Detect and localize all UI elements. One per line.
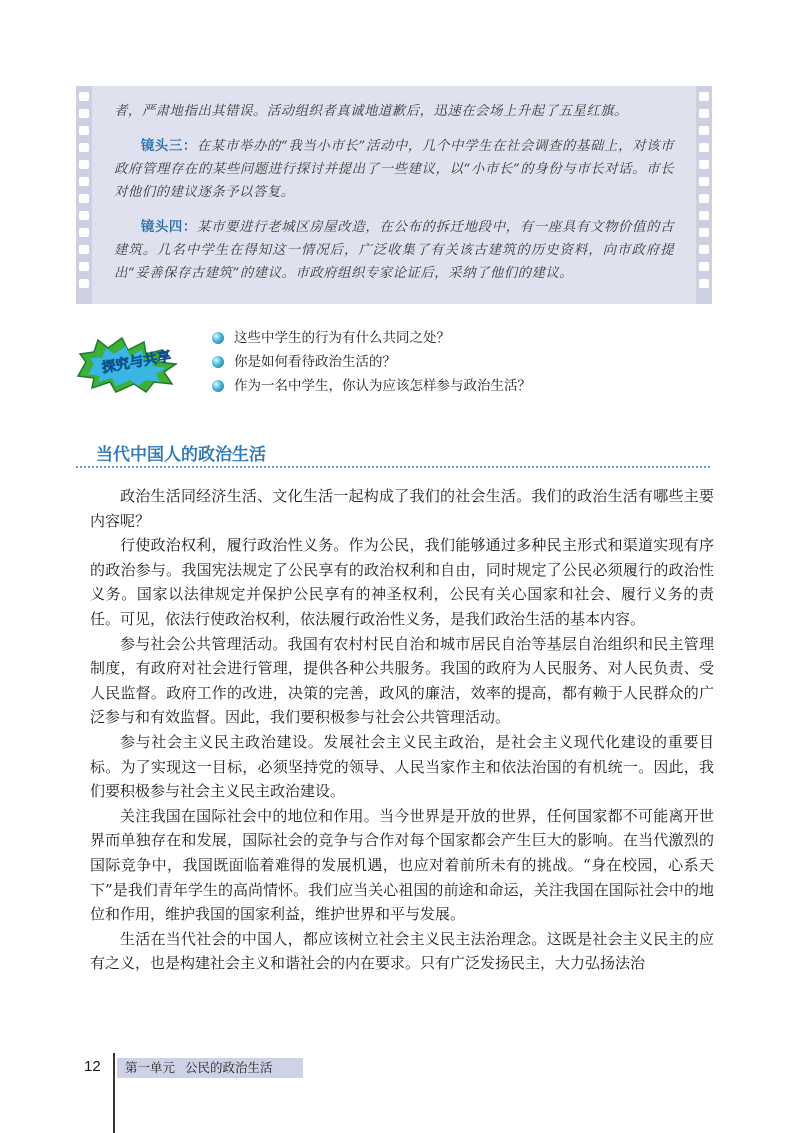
film-strip-left [76, 86, 92, 304]
film-hole [79, 143, 89, 152]
case-scene-4 [114, 216, 674, 285]
film-hole [79, 177, 89, 186]
film-hole [79, 211, 89, 220]
film-hole [699, 194, 709, 203]
question-text: 你是如何看待政治生活的？ [234, 354, 396, 370]
film-hole [699, 279, 709, 288]
film-hole [699, 228, 709, 237]
paragraph: 生活在当代社会的中国人，都应该树立社会主义民主法治理念。这既是社会主义民主的应有之义，也是构建社会主义和谐社会的内在要求。只有广泛发扬民主，大力弘扬法治 [90, 929, 714, 973]
paragraph: 行使政治权利，履行政治性义务。作为公民，我们能够通过多种民主形式和渠道实现有序的政治参与。我国宪法规定了公民享有的政治权利和自由，同时规定了公民必须履行的政治性义务。国家以法律规定并保护公民享有的神圣权利，公民有关心国家和社会、履行义务的责任。可见，依法行使政治权利，依法履行政治性义务，是我们政治生活的基本内容。 [90, 536, 714, 628]
film-hole [699, 126, 709, 135]
film-hole [79, 245, 89, 254]
question-text: 作为一名中学生，你认为应该怎样参与政治生活？ [234, 378, 531, 394]
film-hole [79, 228, 89, 237]
question-item [212, 326, 531, 350]
case-content [114, 100, 674, 297]
film-hole [79, 126, 89, 135]
film-hole [699, 92, 709, 101]
section-divider [76, 466, 710, 468]
footer-unit-bar [117, 1058, 303, 1078]
film-hole [699, 211, 709, 220]
scene-label: 镜头三： [140, 138, 197, 154]
film-hole [699, 245, 709, 254]
film-strip-right [696, 86, 712, 304]
film-hole [699, 177, 709, 186]
paragraph: 参与社会公共管理活动。我国有农村村民自治和城市居民自治等基层自治组织和民主管理制度，有政府对社会进行管理，提供各种公共服务。我国的政府为人民服务、对人民负责、受人民监督。政府工作的改进，决策的完善，政风的廉洁，效率的提高，都有赖于人民群众的广泛参与和有效监督。因此，我们要积极参与社会公共管理活动。 [90, 634, 714, 727]
scene-text: 某市要进行老城区房屋改造，在公布的拆迁地段中，有一座具有文物价值的古建筑。几名中学生在得知这一情况后，广泛收集了有关该古建筑的历史资料，向市政府提出“妥善保存古建筑”的建议。市政府组织专家论证后，采纳了他们的建议。 [114, 220, 675, 281]
film-hole [699, 143, 709, 152]
scene-label: 镜头四： [140, 219, 197, 235]
case-box [76, 86, 712, 304]
film-hole [79, 262, 89, 271]
question-list [212, 326, 531, 398]
bullet-icon [212, 356, 224, 368]
film-hole [699, 109, 709, 118]
film-hole [79, 279, 89, 288]
paragraph: 关注我国在国际社会中的地位和作用。当今世界是开放的世界，任何国家都不可能离开世界而单独存在和发展，国际社会的竞争与合作对每个国家都会产生巨大的影响。在当代激烈的国际竞争中，我国既面临着难得的发展机遇，也应对着前所未有的挑战。“身在校园，心系天下”是我们青年学生的高尚情怀。我们应当关心祖国的前途和命运，关注我国在国际社会中的地位和作用，维护我国的国家利益，维护世界和平与发展。 [90, 806, 714, 924]
case-scene-3 [114, 135, 674, 204]
case-continuation: 者，严肃地指出其错误。活动组织者真诚地道歉后，迅速在会场上升起了五星红旗。 [114, 104, 628, 119]
film-hole [79, 92, 89, 101]
question-item [212, 374, 531, 398]
question-text: 这些中学生的行为有什么共同之处？ [234, 330, 450, 346]
bullet-icon [212, 380, 224, 392]
bullet-icon [212, 332, 224, 344]
question-item [212, 350, 531, 374]
footer-rule [113, 1053, 115, 1133]
unit-title: 公民的政治生活 [185, 1060, 273, 1075]
film-hole [699, 262, 709, 271]
paragraph: 参与社会主义民主政治建设。发展社会主义民主政治，是社会主义现代化建设的重要目标。为了实现这一目标，必须坚持党的领导、人民当家作主和依法治国的有机统一。因此，我们要积极参与社会主义民主政治建设。 [90, 732, 714, 801]
film-hole [79, 194, 89, 203]
film-hole [699, 160, 709, 169]
section-title: 当代中国人的政治生活 [96, 445, 266, 465]
page-number: 12 [84, 1058, 101, 1075]
film-hole [79, 160, 89, 169]
scene-text: 在某市举办的“我当小市长”活动中，几个中学生在社会调查的基础上，对该市政府管理存在的某些问题进行探讨并提出了一些建议，以“小市长”的身份与市长对话。市长对他们的建议逐条予以答复。 [114, 139, 674, 200]
explore-share-logo [72, 332, 184, 394]
body-text [90, 484, 714, 976]
logo-text: 探究与共享 [100, 348, 173, 377]
film-hole [79, 109, 89, 118]
paragraph: 政治生活同经济生活、文化生活一起构成了我们的社会生活。我们的政治生活有哪些主要内容呢？ [90, 487, 714, 530]
unit-label: 第一单元 [125, 1060, 176, 1075]
